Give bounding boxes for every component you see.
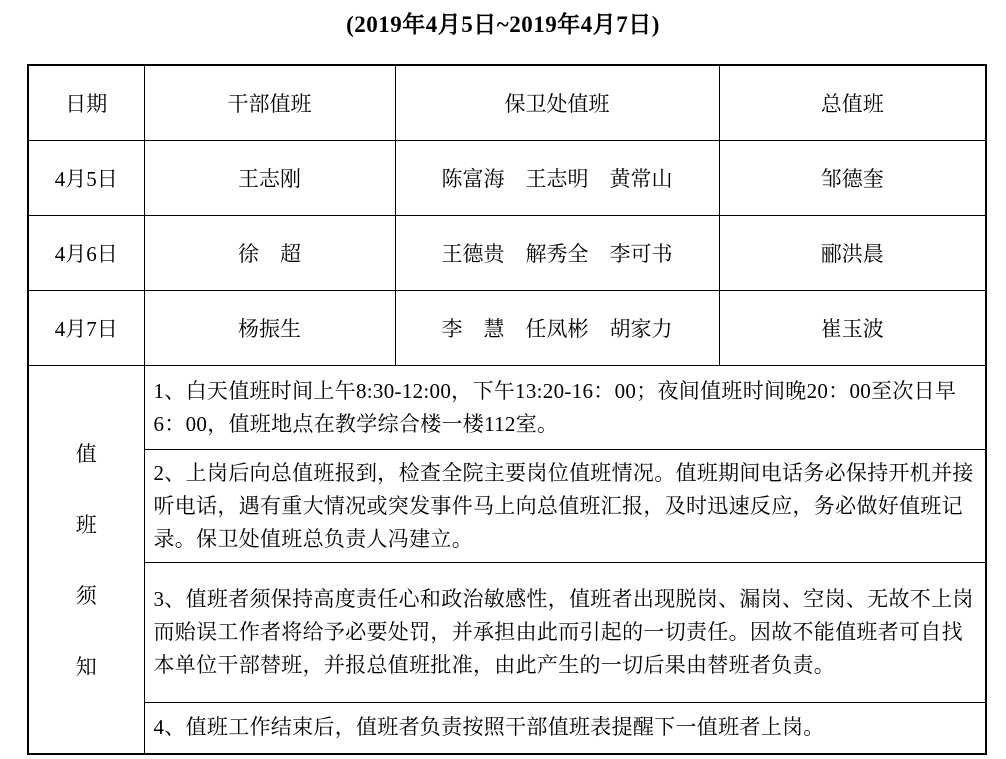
cadre-duty-cell: 王志刚 (144, 140, 395, 215)
general-duty-cell: 邹德奎 (719, 140, 986, 215)
notes-row (28, 449, 986, 562)
notes-row (28, 562, 986, 702)
notes-label-char: 须 (75, 583, 97, 608)
duty-notes-vertical-label (29, 438, 144, 681)
date-cell: 4月6日 (28, 215, 144, 290)
duty-roster-table (27, 64, 987, 755)
date-cell: 4月5日 (28, 140, 144, 215)
notes-label-char: 知 (75, 654, 97, 679)
date-cell: 4月7日 (28, 290, 144, 365)
notes-row (28, 365, 986, 449)
header-cell-date: 日期 (28, 65, 144, 140)
notes-label-char: 值 (75, 441, 97, 466)
duty-note-item-4: 4、值班工作结束后，值班者负责按照干部值班表提醒下一值班者上岗。 (144, 702, 986, 754)
duty-note-item-3: 3、值班者须保持高度责任心和政治敏感性，值班者出现脱岗、漏岗、空岗、无故不上岗而贻误工作者将给予必要处罚，并承担由此而引起的一切责任。因故不能值班者可自找本单位干部替班，并报总值班批准，由此产生的一切后果由替班者负责。 (144, 562, 986, 702)
table-row (28, 290, 986, 365)
header-cell-security-duty: 保卫处值班 (395, 65, 719, 140)
table-row (28, 140, 986, 215)
cadre-duty-cell: 徐 超 (144, 215, 395, 290)
security-duty-cell: 李 慧 任凤彬 胡家力 (395, 290, 719, 365)
general-duty-cell: 郦洪晨 (719, 215, 986, 290)
notes-label-char: 班 (75, 512, 97, 537)
security-duty-cell: 王德贵 解秀全 李可书 (395, 215, 719, 290)
security-duty-cell: 陈富海 王志明 黄常山 (395, 140, 719, 215)
notes-row (28, 702, 986, 754)
table-row (28, 215, 986, 290)
header-cell-cadre-duty: 干部值班 (144, 65, 395, 140)
document-title: (2019年4月5日~2019年4月7日) (346, 12, 660, 37)
duty-notes-label-cell (28, 365, 144, 754)
header-cell-general-duty: 总值班 (719, 65, 986, 140)
general-duty-cell: 崔玉波 (719, 290, 986, 365)
table-header-row (28, 65, 986, 140)
duty-note-item-1: 1、白天值班时间上午8:30-12:00，下午13:20-16：00；夜间值班时间晚20：00至次日早6：00，值班地点在教学综合楼一楼112室。 (144, 365, 986, 449)
duty-note-item-2: 2、上岗后向总值班报到，检查全院主要岗位值班情况。值班期间电话务必保持开机并接听电话，遇有重大情况或突发事件马上向总值班汇报，及时迅速反应，务必做好值班记录。保卫处值班总负责人冯建立。 (144, 449, 986, 562)
cadre-duty-cell: 杨振生 (144, 290, 395, 365)
